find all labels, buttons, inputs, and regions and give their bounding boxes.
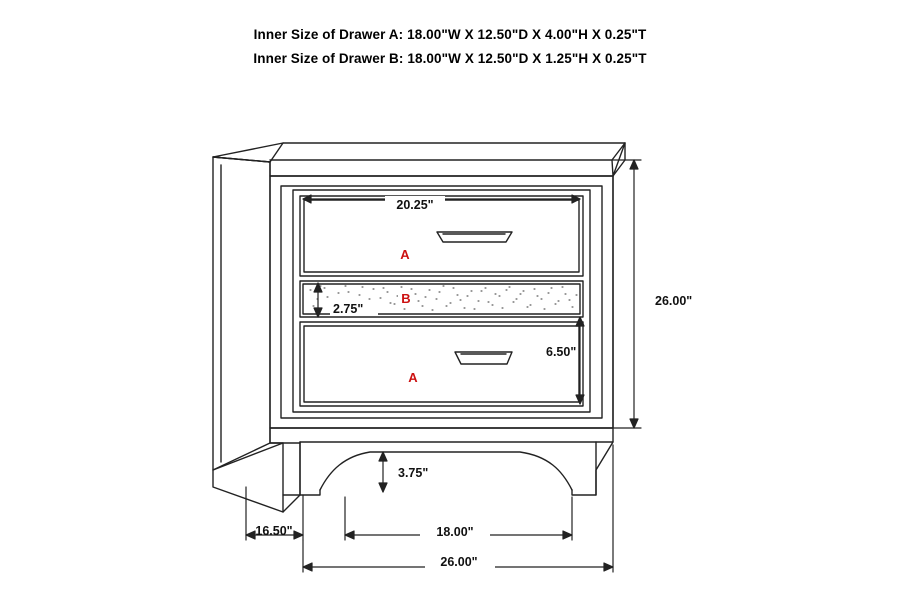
dim-leg-clearance-label: 3.75" — [398, 466, 429, 480]
dim-overall-height-label: 26.00" — [655, 294, 693, 308]
drawer-a-inner-size-note: Inner Size of Drawer A: 18.00"W X 12.50"D X 4.00"H X 0.25"T — [253, 27, 647, 42]
dim-overall-width-label: 26.00" — [440, 555, 478, 569]
drawer-b-label: B — [401, 291, 411, 306]
drawer-a-top-label: A — [400, 247, 410, 262]
drawer-a-bottom-front — [300, 322, 583, 406]
cabinet-top-panel — [213, 143, 625, 176]
dim-overall-height — [613, 160, 641, 428]
dim-leg-clearance — [379, 452, 387, 492]
dim-drawer-width-label: 20.25" — [396, 198, 434, 212]
drawer-letter-labels — [398, 247, 418, 385]
dimension-labels — [255, 196, 692, 569]
dim-drawer-a-bottom-height-label: 6.50" — [546, 345, 577, 359]
dim-drawer-b-height-label: 2.75" — [333, 302, 364, 316]
dim-base-width-label: 18.00" — [436, 525, 474, 539]
drawer-b-inner-size-note: Inner Size of Drawer B: 18.00"W X 12.50"D X 1.25"H X 0.25"T — [253, 51, 647, 66]
cabinet-front-frame — [270, 176, 613, 428]
cabinet-right-edge — [613, 143, 625, 428]
dim-overall-width — [303, 445, 613, 572]
dim-depth-label: 16.50" — [255, 524, 293, 538]
cabinet-left-side — [213, 157, 270, 470]
dim-drawer-b-height — [314, 283, 322, 317]
drawer-a-bottom-label: A — [408, 370, 418, 385]
